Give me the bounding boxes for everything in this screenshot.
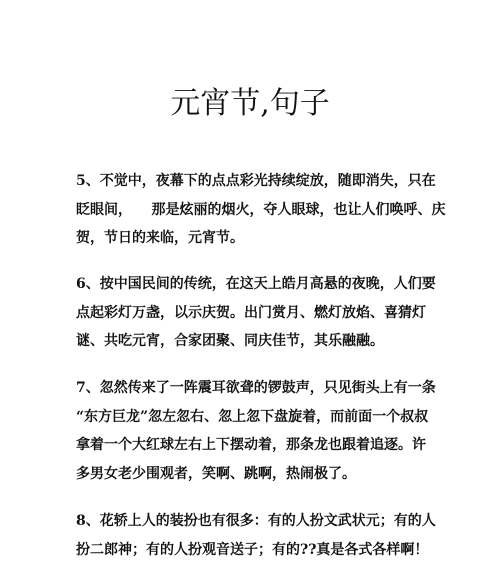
paragraph-7 xyxy=(76,374,436,488)
paragraph-line: 谜、共吃元宵，合家团聚、同庆佳节，其乐融融。 xyxy=(76,333,384,349)
paragraph-8 xyxy=(76,507,436,564)
paragraph-line: 拿着一个大红球左右上下摆动着，那条龙也跟着追逐。许 xyxy=(76,437,426,453)
paragraph-line: 6、按中国民间的传统，在这天上皓月高悬的夜晚，人们要 xyxy=(76,276,436,292)
paragraph-line: 5、不觉中，夜幕下的点点彩光持续绽放，随即消失，只在 xyxy=(76,173,436,189)
paragraph-line: 贺，节日的来临，元宵节。 xyxy=(76,230,244,246)
paragraph-line: 点起彩灯万盏，以示庆贺。出门赏月、燃灯放焰、喜猜灯 xyxy=(76,304,426,321)
paragraph-line: 扮二郎神；有的人扮观音送子；有的??真是各式各样啊！ xyxy=(76,541,429,558)
paragraph-line: 7、忽然传来了一阵震耳欲聋的锣鼓声，只见街头上有一条 xyxy=(76,380,436,396)
paragraph-line: 多男女老少围观者，笑啊、跳啊，热闹极了。 xyxy=(76,465,356,482)
paragraph-line: “东方巨龙”忽左忽右、忽上忽下盘旋着，而前面一个叔叔 xyxy=(76,408,429,425)
paragraph-6 xyxy=(76,270,436,356)
paragraph-line: 8、花轿上人的装扮也有很多：有的人扮文武状元；有的人 xyxy=(76,513,436,529)
paragraph-5 xyxy=(76,167,446,253)
document-title: 元宵节,句子 xyxy=(170,86,330,121)
paragraph-line: 眨眼间， 那是炫丽的烟火，夺人眼球，也让人们唤呼、庆 xyxy=(76,201,446,218)
